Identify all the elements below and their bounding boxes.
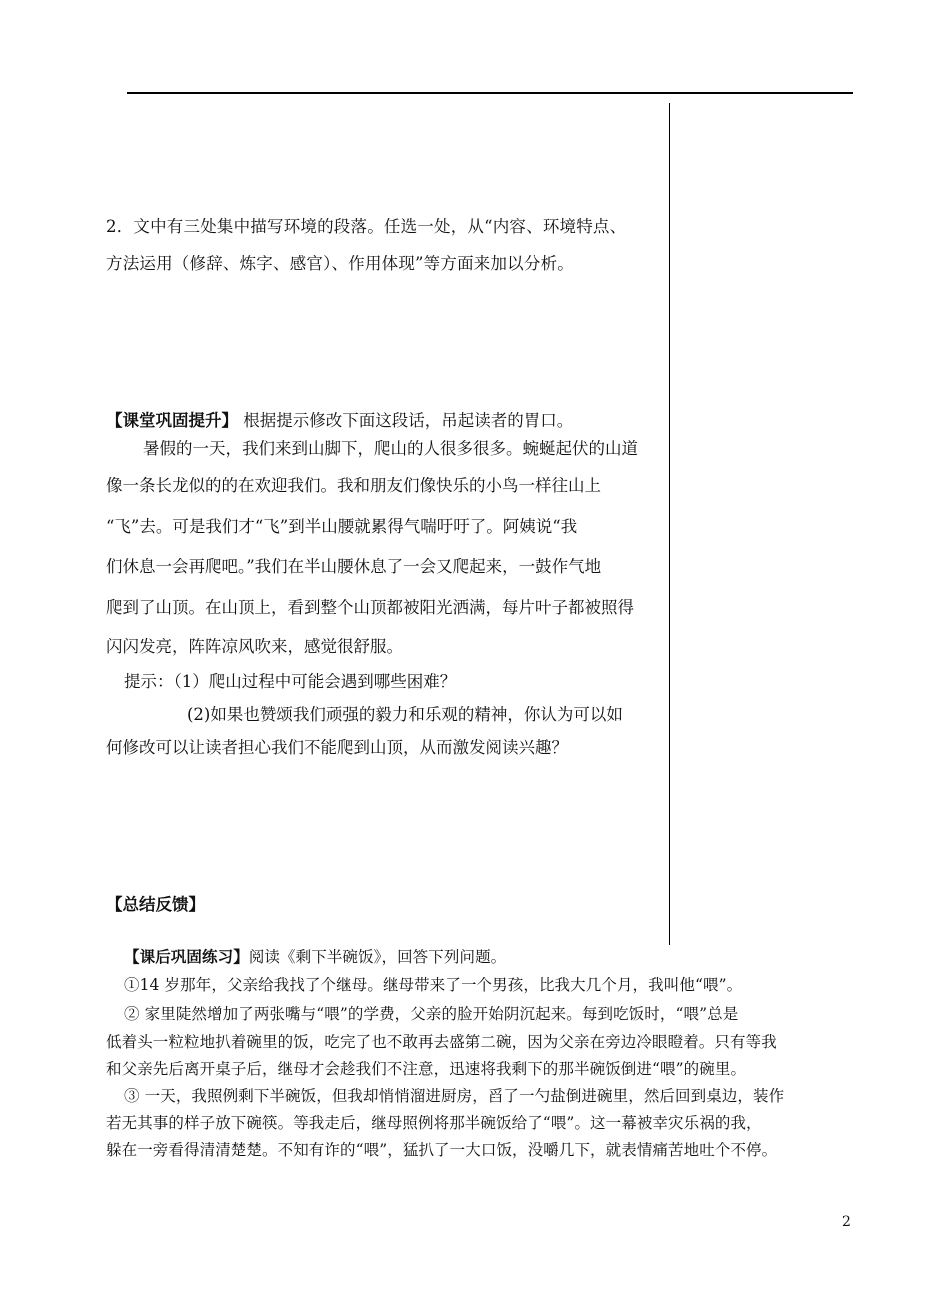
reading-line: 和父亲先后离开桌子后，继母才会趁我们不注意，迅速将我剩下的那半碗饭倒进“喂”的碗里。 xyxy=(106,1060,747,1078)
consolidation-instruction: 根据提示修改下面这段话，吊起读者的胃口。 xyxy=(238,411,574,430)
consolidation-section xyxy=(106,407,573,431)
passage-line: 像一条长龙似的的在欢迎我们。我和朋友们像快乐的小鸟一样往山上 xyxy=(106,476,601,495)
page-number: 2 xyxy=(842,1214,851,1230)
reading-line: ② 家里陡然增加了两张嘴与“喂”的学费，父亲的脸开始阴沉起来。每到吃饭时，“喂”总是 xyxy=(124,1005,739,1023)
hint-2: (2)如果也赞颂我们顽强的毅力和乐观的精神，你认为可以如 xyxy=(187,705,623,724)
summary-section xyxy=(106,891,205,915)
reading-line: ③ 一天，我照例剩下半碗饭，但我却悄悄溜进厨房，舀了一勺盐倒进碗里，然后回到桌边，装作 xyxy=(124,1087,785,1105)
passage-line: 闪闪发亮，阵阵凉风吹来，感觉很舒服。 xyxy=(106,637,403,656)
column-divider xyxy=(669,103,670,945)
passage-line: 爬到了山顶。在山顶上，看到整个山顶都被阳光洒满，每片叶子都被照得 xyxy=(106,598,634,617)
reading-line: 若无其事的样子放下碗筷。等我走后，继母照例将那半碗饭给了“喂”。这一幕被幸灾乐祸的我， xyxy=(106,1114,762,1132)
homework-intro: 阅读《剩下半碗饭》，回答下列问题。 xyxy=(248,948,507,966)
homework-section xyxy=(124,945,506,967)
hint-1: 提示：（1）爬山过程中可能会遇到哪些困难？ xyxy=(124,672,457,691)
question-2-line-1: 2．文中有三处集中描写环境的段落。任选一处，从“内容、环境特点、 xyxy=(106,217,627,236)
reading-line: 低着头一粒粒地扒着碗里的饭，吃完了也不敢再去盛第二碗，因为父亲在旁边冷眼瞪着。只有等我 xyxy=(106,1033,777,1051)
reading-line: ①14 岁那年，父亲给我找了个继母。继母带来了一个男孩，比我大几个月，我叫他“喂”。 xyxy=(124,976,743,994)
passage-line: 暑假的一天，我们来到山脚下，爬山的人很多很多。蜿蜒起伏的山道 xyxy=(143,439,638,458)
consolidation-heading: 【课堂巩固提升】 xyxy=(106,411,238,430)
header-rule xyxy=(127,92,853,94)
hint-3: 何修改可以让读者担心我们不能爬到山顶，从而激发阅读兴趣？ xyxy=(106,738,568,757)
passage-line: 们休息一会再爬吧。”我们在半山腰休息了一会又爬起来，一鼓作气地 xyxy=(106,557,602,576)
question-2-line-2: 方法运用（修辞、炼字、感官）、作用体现”等方面来加以分析。 xyxy=(106,254,574,273)
reading-line: 躲在一旁看得清清楚楚。不知有诈的“喂”，猛扒了一大口饭，没嚼几下，就表情痛苦地吐个不停。 xyxy=(106,1141,778,1159)
homework-heading: 【课后巩固练习】 xyxy=(124,947,249,966)
summary-heading: 【总结反馈】 xyxy=(106,895,205,914)
passage-line: “飞”去。可是我们才“飞”到半山腰就累得气喘吁吁了。阿姨说“我 xyxy=(106,517,578,536)
